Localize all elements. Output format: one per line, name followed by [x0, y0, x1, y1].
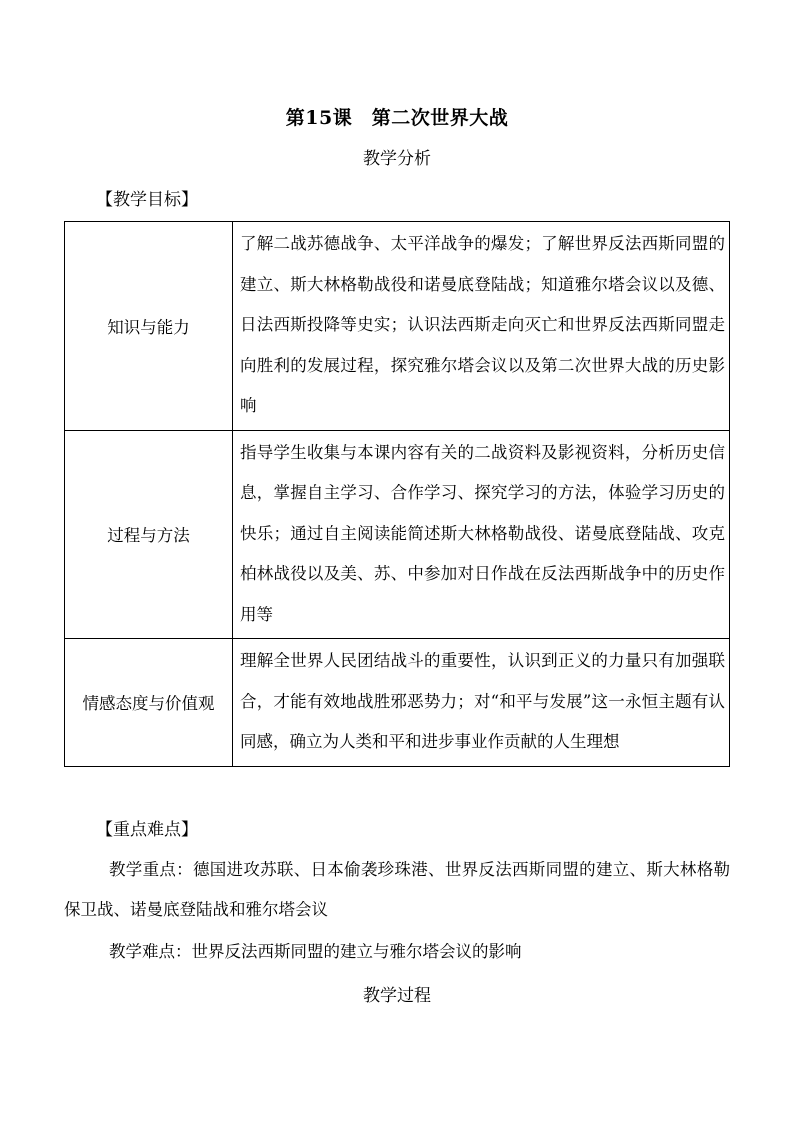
objective-text-process: 指导学生收集与本课内容有关的二战资料及影视资料，分析历史信息，掌握自主学习、合作学习、探究学习的方法，体验学习历史的快乐；通过自主阅读能简述斯大林格勒战役、诺曼底登陆战、攻克柏林战役以及美、苏、中参加对日作战在反法西斯战争中的历史作用等: [233, 430, 730, 639]
teaching-process-heading: 教学过程: [363, 986, 431, 1006]
objective-label-attitude: 情感态度与价值观: [65, 639, 233, 767]
lesson-title: 第15课 第二次世界大战: [285, 107, 509, 129]
teaching-objectives-table: [64, 221, 730, 767]
objective-text-knowledge: 了解二战苏德战争、太平洋战争的爆发；了解世界反法西斯同盟的建立、斯大林格勒战役和诺曼底登陆战；知道雅尔塔会议以及德、日法西斯投降等史实；认识法西斯走向灭亡和世界反法西斯同盟走向胜利的发展过程，探究雅尔塔会议以及第二次世界大战的历史影响: [233, 222, 730, 431]
teaching-objectives-heading: 【教学目标】: [96, 190, 198, 210]
objective-label-knowledge: 知识与能力: [65, 222, 233, 431]
table-row: [65, 639, 730, 767]
teaching-analysis-heading: 教学分析: [363, 149, 431, 169]
key-point-paragraph: 教学重点：德国进攻苏联、日本偷袭珍珠港、世界反法西斯同盟的建立、斯大林格勒保卫战、诺曼底登陆战和雅尔塔会议: [64, 860, 730, 919]
difficult-point-paragraph: 教学难点：世界反法西斯同盟的建立与雅尔塔会议的影响: [109, 942, 522, 961]
table-row: [65, 430, 730, 639]
table-row: [65, 222, 730, 431]
objective-text-attitude: 理解全世界人民团结战斗的重要性，认识到正义的力量只有加强联合，才能有效地战胜邪恶势力；对“和平与发展”这一永恒主题有认同感，确立为人类和平和进步事业作贡献的人生理想: [233, 639, 730, 767]
objective-label-process: 过程与方法: [65, 430, 233, 639]
key-difficult-points-heading: 【重点难点】: [96, 820, 198, 840]
